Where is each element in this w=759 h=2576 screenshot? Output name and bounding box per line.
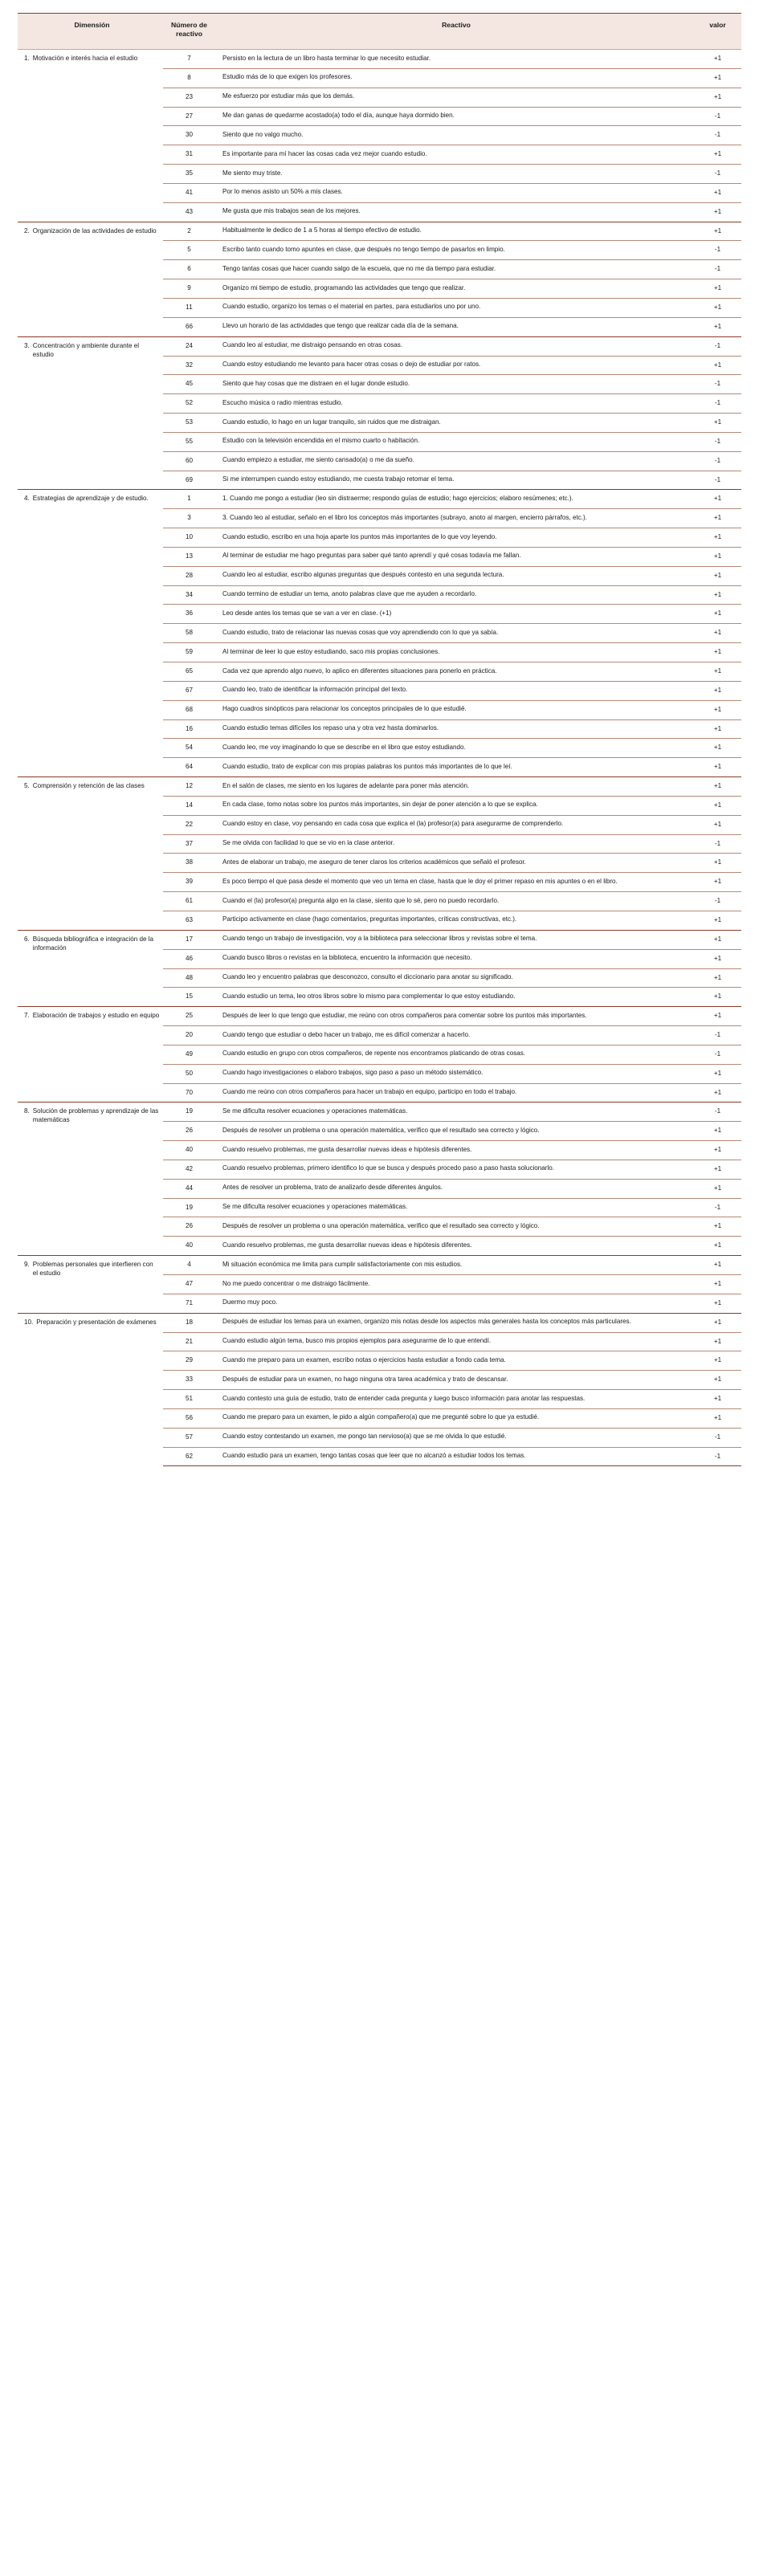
reactivo-number-cell: 38 xyxy=(163,854,215,873)
table-row xyxy=(18,50,741,69)
reactivos-table xyxy=(18,13,741,1466)
dimension-number: 6. xyxy=(24,935,30,943)
dimension-label: Motivación e interés hacia el estudio xyxy=(32,55,138,62)
valor-cell: +1 xyxy=(697,739,741,758)
reactivo-text-cell: 1. Cuando me pongo a estudiar (leo sin distraerme; respondo guías de estudio; hago ejercicios; elaboro resúmenes; etc.). xyxy=(215,490,697,509)
column-header-numero-line1: Número de xyxy=(171,21,207,29)
reactivo-text-cell: Después de resolver un problema o una operación matemática, verifico que el resultado sea correcto y lógico. xyxy=(215,1122,697,1141)
valor-cell: -1 xyxy=(697,1447,741,1466)
reactivo-text-cell: Cuando estoy estudiando me levanto para hacer otras cosas o dejo de estudiar por ratos. xyxy=(215,356,697,375)
dimension-number: 7. xyxy=(24,1012,30,1020)
reactivo-number-cell: 4 xyxy=(163,1256,215,1275)
dimension-cell xyxy=(18,1007,163,1103)
reactivo-text-cell: Cuando leo al estudiar, escribo algunas preguntas que después contesto en una segunda lectura. xyxy=(215,566,697,585)
valor-cell: +1 xyxy=(697,681,741,700)
reactivo-number-cell: 69 xyxy=(163,471,215,490)
reactivo-text-cell: Cuando resuelvo problemas, me gusta desarrollar nuevas ideas e hipótesis diferentes. xyxy=(215,1141,697,1160)
reactivo-text-cell: Cuando estudio en grupo con otros compañeros, de repente nos encontramos platicando de otras cosas. xyxy=(215,1045,697,1064)
valor-cell: -1 xyxy=(697,107,741,126)
valor-cell: +1 xyxy=(697,815,741,834)
table-row xyxy=(18,490,741,509)
reactivo-text-cell: Cuando tengo un trabajo de investigación, voy a la biblioteca para seleccionar libros y revistas sobre el tema. xyxy=(215,930,697,949)
valor-cell: +1 xyxy=(713,55,722,62)
dimension-cell xyxy=(18,777,163,931)
valor-cell: +1 xyxy=(697,758,741,777)
dimension-label: Organización de las actividades de estudio xyxy=(32,226,157,234)
valor-cell: +1 xyxy=(697,662,741,682)
reactivo-number-cell: 56 xyxy=(163,1408,215,1428)
reactivo-text-cell: Llevo un horario de las actividades que tengo que realizar cada día de la semana. xyxy=(215,317,697,336)
reactivo-text-cell: Después de leer lo que tengo que estudiar, me reúno con otros compañeros para comentar sobre los puntos más importantes. xyxy=(215,1007,697,1026)
valor-cell: -1 xyxy=(697,432,741,451)
valor-cell: +1 xyxy=(697,1371,741,1390)
reactivo-text-cell: Me esfuerzo por estudiar más que los demás. xyxy=(215,88,697,107)
reactivo-text-cell: Cuando resuelvo problemas, me gusta desarrollar nuevas ideas e hipótesis diferentes. xyxy=(215,1237,697,1256)
reactivo-number-cell: 1 xyxy=(163,490,215,509)
dimension-number: 8. xyxy=(24,1107,30,1115)
reactivo-number-cell: 34 xyxy=(163,585,215,605)
reactivo-number-cell: 15 xyxy=(163,988,215,1007)
dimension-number: 1. xyxy=(24,55,30,62)
valor-cell: +1 xyxy=(697,911,741,930)
reactivo-text-cell: Antes de elaborar un trabajo, me aseguro de tener claros los criterios académicos que señaló el profesor. xyxy=(215,854,697,873)
reactivo-number-cell: 42 xyxy=(163,1160,215,1179)
reactivo-text-cell: Me dan ganas de quedarme acostado(a) todo el día, aunque haya dormido bien. xyxy=(215,107,697,126)
reactivo-number-cell: 57 xyxy=(163,1428,215,1447)
column-header-numero-reactivo xyxy=(163,14,215,50)
reactivo-number-cell: 30 xyxy=(163,126,215,145)
valor-cell: +1 xyxy=(697,605,741,624)
dimension-cell xyxy=(18,490,163,777)
reactivo-number-cell: 24 xyxy=(163,336,215,356)
reactivo-text-cell: Si me interrumpen cuando estoy estudiando, me cuesta trabajo retomar el tema. xyxy=(215,471,697,490)
dimension-number: 5. xyxy=(24,782,30,790)
valor-cell: +1 xyxy=(697,1179,741,1198)
valor-cell: +1 xyxy=(697,1313,741,1332)
dimension-number: 9. xyxy=(24,1261,30,1269)
valor-cell: +1 xyxy=(697,490,741,509)
dimension-cell xyxy=(18,1256,163,1314)
reactivo-number-cell: 32 xyxy=(163,356,215,375)
reactivo-number-cell: 14 xyxy=(163,796,215,815)
reactivo-text-cell: Cuando estudio, lo hago en un lugar tranquilo, sin ruidos que me distraigan. xyxy=(215,414,697,433)
reactivo-number-cell: 29 xyxy=(163,1351,215,1371)
reactivo-number-cell: 51 xyxy=(163,1390,215,1409)
reactivo-number-cell: 19 xyxy=(163,1103,215,1122)
reactivo-text-cell: Leo desde antes los temas que se van a ver en clase. (+1) xyxy=(215,605,697,624)
reactivo-text-cell: Cuando empiezo a estudiar, me siento cansado(a) o me da sueño. xyxy=(215,451,697,471)
reactivo-text-cell: Estudio con la televisión encendida en el mismo cuarto o habitación. xyxy=(215,432,697,451)
valor-cell: +1 xyxy=(697,88,741,107)
valor-cell: -1 xyxy=(697,375,741,394)
valor-cell: -1 xyxy=(697,336,741,356)
table-header xyxy=(18,14,741,50)
table-row xyxy=(18,777,741,797)
valor-cell: -1 xyxy=(697,1026,741,1045)
table-row xyxy=(18,930,741,949)
valor-cell: +1 xyxy=(697,317,741,336)
reactivo-text-cell: Se me olvida con facilidad lo que se vio en la clase anterior. xyxy=(215,834,697,854)
reactivo-text-cell: Cada vez que aprendo algo nuevo, lo aplico en diferentes situaciones para ponerlo en práctica. xyxy=(215,662,697,682)
valor-cell: -1 xyxy=(697,241,741,260)
valor-cell: +1 xyxy=(697,854,741,873)
valor-cell: -1 xyxy=(697,260,741,279)
valor-cell: +1 xyxy=(697,1083,741,1103)
dimension-cell xyxy=(18,336,163,490)
reactivo-text-cell: Cuando leo, me voy imaginando lo que se describe en el libro que estoy estudiando. xyxy=(215,739,697,758)
reactivo-text-cell: Cuando estudio, trato de relacionar las nuevas cosas que voy aprendiendo con lo que ya sabía. xyxy=(215,624,697,643)
reactivo-text-cell: Cuando el (la) profesor(a) pregunta algo en la clase, siento que lo sé, pero no puedo recordarlo. xyxy=(215,892,697,911)
reactivo-number-cell: 54 xyxy=(163,739,215,758)
reactivo-number-cell: 19 xyxy=(163,1198,215,1217)
reactivo-text-cell: Cuando estoy contestando un examen, me pongo tan nervioso(a) que se me olvida lo que estudié. xyxy=(215,1428,697,1447)
valor-cell: +1 xyxy=(697,414,741,433)
reactivo-text-cell: Después de estudiar los temas para un examen, organizo mis notas desde los aspectos más generales hasta los conceptos más particulares. xyxy=(215,1313,697,1332)
reactivo-number-cell: 43 xyxy=(163,202,215,222)
reactivo-text-cell: Cuando resuelvo problemas, primero identifico lo que se busca y después procedo paso a paso hasta solucionarlo. xyxy=(215,1160,697,1179)
reactivo-text-cell: Es poco tiempo el que pasa desde el momento que veo un tema en clase, hasta que le doy el primer repaso en mis apuntes o en el libro. xyxy=(215,873,697,892)
reactivo-text-cell: Tengo tantas cosas que hacer cuando salgo de la escuela, que no me da tiempo para estudiar. xyxy=(215,260,697,279)
valor-cell: +1 xyxy=(697,202,741,222)
reactivo-number-cell: 44 xyxy=(163,1179,215,1198)
reactivo-number-cell: 33 xyxy=(163,1371,215,1390)
valor-cell: +1 xyxy=(697,1064,741,1083)
reactivo-text-cell: Cuando tengo que estudiar o debo hacer un trabajo, me es difícil comenzar a hacerlo. xyxy=(215,1026,697,1045)
reactivo-text-cell: Cuando estudio temas difíciles los repaso una y otra vez hasta dominarlos. xyxy=(215,719,697,739)
reactivo-text-cell: Escucho música o radio mientras estudio. xyxy=(215,394,697,414)
valor-cell: +1 xyxy=(697,68,741,88)
reactivo-text-cell: Hago cuadros sinópticos para relacionar los conceptos principales de lo que estudié. xyxy=(215,700,697,719)
dimension-label: Concentración y ambiente durante el estudio xyxy=(32,341,140,358)
reactivo-number-cell: 66 xyxy=(163,317,215,336)
reactivo-text-cell: Estudio más de lo que exigen los profesores. xyxy=(215,68,697,88)
valor-cell: +1 xyxy=(697,1160,741,1179)
valor-cell: +1 xyxy=(697,1122,741,1141)
reactivo-number-cell: 28 xyxy=(163,566,215,585)
valor-cell: +1 xyxy=(697,528,741,548)
reactivo-number-cell: 41 xyxy=(163,183,215,202)
valor-cell: +1 xyxy=(697,643,741,662)
valor-cell: +1 xyxy=(697,356,741,375)
dimension-label: Estrategias de aprendizaje y de estudio. xyxy=(32,495,149,503)
reactivo-number-cell: 20 xyxy=(163,1026,215,1045)
reactivo-number-cell: 18 xyxy=(163,1313,215,1332)
valor-cell: -1 xyxy=(697,892,741,911)
reactivo-text-cell: Me gusta que mis trabajos sean de los mejores. xyxy=(215,202,697,222)
reactivo-text-cell: No me puedo concentrar o me distraigo fácilmente. xyxy=(215,1275,697,1294)
reactivo-text-cell: Habitualmente le dedico de 1 a 5 horas al tiempo efectivo de estudio. xyxy=(215,222,697,241)
reactivo-number-cell: 62 xyxy=(163,1447,215,1466)
reactivo-number-cell: 10 xyxy=(163,528,215,548)
valor-cell: -1 xyxy=(697,1428,741,1447)
reactivo-text-cell: Mi situación económica me limita para cumplir satisfactoriamente con mis estudios. xyxy=(215,1256,697,1275)
dimension-label: Solución de problemas y aprendizaje de las matemáticas xyxy=(32,1107,159,1124)
reactivo-text-cell: Organizo mi tiempo de estudio, programando las actividades que tengo que realizar. xyxy=(215,279,697,299)
valor-cell: +1 xyxy=(697,1294,741,1313)
valor-cell: +1 xyxy=(697,509,741,528)
reactivo-number-cell: 7 xyxy=(187,55,191,62)
valor-cell: +1 xyxy=(697,1275,741,1294)
valor-cell: -1 xyxy=(697,1103,741,1122)
reactivo-text-cell: Al terminar de estudiar me hago preguntas para saber qué tanto aprendí y qué cosas todavía me fallan. xyxy=(215,547,697,566)
reactivo-text-cell: Cuando termino de estudiar un tema, anoto palabras clave que me ayuden a recordarlo. xyxy=(215,585,697,605)
reactivo-text-cell: Escribo tanto cuando tomo apuntes en clase, que después no tengo tiempo de pasarlos en limpio. xyxy=(215,241,697,260)
reactivo-number-cell: 64 xyxy=(163,758,215,777)
reactivo-text-cell: Después de resolver un problema o una operación matemática, verifico que el resultado sea correcto y lógico. xyxy=(215,1217,697,1237)
reactivo-text-cell: Cuando estudio para un examen, tengo tantas cosas que leer que no alcanzó a estudiar todos los temas. xyxy=(215,1447,697,1466)
reactivo-text-cell: Cuando busco libros o revistas en la biblioteca, encuentro la información que necesito. xyxy=(215,949,697,968)
reactivo-number-cell: 21 xyxy=(163,1332,215,1351)
reactivo-number-cell: 27 xyxy=(163,107,215,126)
valor-cell: -1 xyxy=(697,1045,741,1064)
reactivo-number-cell: 11 xyxy=(163,298,215,317)
valor-cell: +1 xyxy=(697,777,741,797)
valor-cell: -1 xyxy=(697,451,741,471)
valor-cell: +1 xyxy=(697,968,741,988)
reactivo-number-cell: 60 xyxy=(163,451,215,471)
reactivo-text-cell: En el salón de clases, me siento en los lugares de adelante para poner más atención. xyxy=(215,777,697,797)
valor-cell: +1 xyxy=(697,1007,741,1026)
reactivo-text-cell: Cuando leo, trato de identificar la información principal del texto. xyxy=(215,681,697,700)
valor-cell: +1 xyxy=(697,873,741,892)
reactivo-number-cell: 26 xyxy=(163,1217,215,1237)
reactivo-number-cell: 6 xyxy=(163,260,215,279)
reactivo-text-cell: Cuando estudio, escribo en una hoja aparte los puntos más importantes de lo que voy leyendo. xyxy=(215,528,697,548)
reactivo-text-cell: Antes de resolver un problema, trato de analizarlo desde diferentes ángulos. xyxy=(215,1179,697,1198)
reactivo-text-cell: Cuando estudio algún tema, busco mis propios ejemplos para asegurarme de lo que entendí. xyxy=(215,1332,697,1351)
reactivo-text-cell: Cuando me preparo para un examen, le pido a algún compañero(a) que me pregunté sobre lo que ya estudié. xyxy=(215,1408,697,1428)
dimension-cell xyxy=(18,1313,163,1466)
reactivo-text-cell: Cuando contesto una guía de estudio, trato de entender cada pregunta y luego busco información para anotar las respuestas. xyxy=(215,1390,697,1409)
valor-cell: +1 xyxy=(697,279,741,299)
reactivo-number-cell: 49 xyxy=(163,1045,215,1064)
reactivo-text-cell: Es importante para mí hacer las cosas cada vez mejor cuando estudio. xyxy=(215,145,697,165)
reactivo-number-cell: 37 xyxy=(163,834,215,854)
reactivo-number-cell: 68 xyxy=(163,700,215,719)
valor-cell: +1 xyxy=(697,719,741,739)
valor-cell: +1 xyxy=(697,1408,741,1428)
reactivo-number-cell: 65 xyxy=(163,662,215,682)
reactivo-number-cell: 55 xyxy=(163,432,215,451)
valor-cell: -1 xyxy=(697,834,741,854)
table-row xyxy=(18,1313,741,1332)
valor-cell: +1 xyxy=(697,222,741,241)
valor-cell: +1 xyxy=(697,700,741,719)
valor-cell: +1 xyxy=(697,585,741,605)
reactivo-text-cell: Cuando estudio, organizo los temas o el material en partes, para estudiarlos uno por uno. xyxy=(215,298,697,317)
reactivo-text-cell: Cuando leo y encuentro palabras que desconozco, consulto el diccionario para anotar su significado. xyxy=(215,968,697,988)
reactivo-text-cell: Después de estudiar para un examen, no hago ninguna otra tarea académica y trato de descansar. xyxy=(215,1371,697,1390)
reactivo-text-cell: Cuando estoy en clase, voy pensando en cada cosa que explica el (la) profesor(a) para asegurarme de comprenderlo. xyxy=(215,815,697,834)
valor-cell: +1 xyxy=(697,566,741,585)
dimension-label: Comprensión y retención de las clases xyxy=(32,782,145,790)
table-row xyxy=(18,1103,741,1122)
header-row xyxy=(18,14,741,50)
reactivo-number-cell: 71 xyxy=(163,1294,215,1313)
valor-cell: +1 xyxy=(697,1237,741,1256)
reactivo-number-cell: 9 xyxy=(163,279,215,299)
valor-cell: +1 xyxy=(697,949,741,968)
dimension-cell xyxy=(18,930,163,1006)
reactivo-text-cell: Cuando estudio, trato de explicar con mis propias palabras los puntos más importantes de lo que leí. xyxy=(215,758,697,777)
valor-cell: +1 xyxy=(697,145,741,165)
reactivo-text-cell: Me siento muy triste. xyxy=(215,165,697,184)
valor-cell: +1 xyxy=(697,183,741,202)
reactivo-number-cell: 16 xyxy=(163,719,215,739)
reactivo-number-cell: 2 xyxy=(163,222,215,241)
column-header-reactivo: Reactivo xyxy=(215,14,697,50)
dimension-number: 4. xyxy=(24,495,30,503)
valor-cell: -1 xyxy=(697,471,741,490)
table-row xyxy=(18,336,741,356)
reactivo-text-cell: Se me dificulta resolver ecuaciones y operaciones matemáticas. xyxy=(215,1103,697,1122)
valor-cell: +1 xyxy=(697,1390,741,1409)
dimension-cell xyxy=(18,1103,163,1256)
reactivo-number-cell: 23 xyxy=(163,88,215,107)
table-row xyxy=(18,222,741,241)
valor-cell: +1 xyxy=(697,547,741,566)
reactivo-number-cell: 40 xyxy=(163,1141,215,1160)
dimension-label: Preparación y presentación de exámenes xyxy=(36,1318,157,1326)
reactivo-number-cell: 48 xyxy=(163,968,215,988)
reactivo-text-cell: Cuando me reúno con otros compañeros para hacer un trabajo en equipo, participo en todo el trabajo. xyxy=(215,1083,697,1103)
reactivo-number-cell: 36 xyxy=(163,605,215,624)
reactivo-number-cell: 35 xyxy=(163,165,215,184)
valor-cell: +1 xyxy=(697,1351,741,1371)
reactivo-number-cell: 70 xyxy=(163,1083,215,1103)
reactivo-number-cell: 13 xyxy=(163,547,215,566)
reactivo-number-cell: 67 xyxy=(163,681,215,700)
reactivo-number-cell: 31 xyxy=(163,145,215,165)
valor-cell: +1 xyxy=(697,988,741,1007)
reactivo-number-cell: 46 xyxy=(163,949,215,968)
dimension-cell xyxy=(18,50,163,222)
reactivo-text-cell: En cada clase, tomo notas sobre los puntos más importantes, sin dejar de poner atención a lo que se explica. xyxy=(215,796,697,815)
reactivo-number-cell: 26 xyxy=(163,1122,215,1141)
valor-cell: -1 xyxy=(697,165,741,184)
reactivo-text-cell: Duermo muy poco. xyxy=(215,1294,697,1313)
table-body xyxy=(18,50,741,1466)
valor-cell: +1 xyxy=(697,930,741,949)
reactivo-number-cell: 61 xyxy=(163,892,215,911)
dimension-label: Problemas personales que interfieren con el estudio xyxy=(32,1261,153,1277)
reactivo-number-cell: 45 xyxy=(163,375,215,394)
reactivo-text-cell: Se me dificulta resolver ecuaciones y operaciones matemáticas. xyxy=(215,1198,697,1217)
reactivo-number-cell: 40 xyxy=(163,1237,215,1256)
column-header-dimension: Dimensión xyxy=(18,14,163,50)
reactivo-text-cell: Al terminar de leer lo que estoy estudiando, saco mis propias conclusiones. xyxy=(215,643,697,662)
reactivo-number-cell: 22 xyxy=(163,815,215,834)
reactivo-number-cell: 39 xyxy=(163,873,215,892)
reactivo-text-cell: Siento que hay cosas que me distraen en el lugar donde estudio. xyxy=(215,375,697,394)
table-row xyxy=(18,1007,741,1026)
reactivo-text-cell: 3. Cuando leo al estudiar, señalo en el libro los conceptos más importantes (subrayo, anoto al margen, encierro párrafos, etc.). xyxy=(215,509,697,528)
dimension-number: 3. xyxy=(24,341,30,349)
reactivo-number-cell: 3 xyxy=(163,509,215,528)
valor-cell: -1 xyxy=(697,394,741,414)
valor-cell: +1 xyxy=(697,1141,741,1160)
reactivo-text-cell: Persisto en la lectura de un libro hasta terminar lo que necesito estudiar. xyxy=(222,54,431,62)
dimension-number: 2. xyxy=(24,226,30,234)
valor-cell: +1 xyxy=(697,1332,741,1351)
valor-cell: -1 xyxy=(697,126,741,145)
reactivo-number-cell: 58 xyxy=(163,624,215,643)
reactivo-number-cell: 47 xyxy=(163,1275,215,1294)
dimension-number: 10. xyxy=(24,1318,34,1326)
reactivo-number-cell: 59 xyxy=(163,643,215,662)
valor-cell: +1 xyxy=(697,1217,741,1237)
valor-cell: -1 xyxy=(697,1198,741,1217)
reactivo-number-cell: 53 xyxy=(163,414,215,433)
dimension-cell xyxy=(18,222,163,336)
reactivo-number-cell: 52 xyxy=(163,394,215,414)
reactivo-number-cell: 25 xyxy=(163,1007,215,1026)
reactivo-text-cell: Cuando me preparo para un examen, escribo notas o ejercicios hasta estudiar a fondo cada tema. xyxy=(215,1351,697,1371)
reactivo-number-cell: 63 xyxy=(163,911,215,930)
column-header-numero-line2: reactivo xyxy=(176,30,202,38)
reactivo-number-cell: 17 xyxy=(163,930,215,949)
table-row xyxy=(18,1256,741,1275)
reactivo-number-cell: 12 xyxy=(163,777,215,797)
reactivo-number-cell: 8 xyxy=(163,68,215,88)
reactivo-text-cell: Siento que no valgo mucho. xyxy=(215,126,697,145)
reactivo-text-cell: Cuando hago investigaciones o elaboro trabajos, sigo paso a paso un método sistemático. xyxy=(215,1064,697,1083)
reactivo-text-cell: Cuando leo al estudiar, me distraigo pensando en otras cosas. xyxy=(215,336,697,356)
reactivo-number-cell: 5 xyxy=(163,241,215,260)
column-header-valor: valor xyxy=(697,14,741,50)
dimension-label: Elaboración de trabajos y estudio en equipo xyxy=(32,1012,160,1020)
reactivo-text-cell: Participo activamente en clase (hago comentarios, preguntas importantes, críticas constructivas, etc.). xyxy=(215,911,697,930)
valor-cell: +1 xyxy=(697,1256,741,1275)
valor-cell: +1 xyxy=(697,796,741,815)
dimension-label: Búsqueda bibliográfica e integración de la información xyxy=(32,935,154,952)
valor-cell: +1 xyxy=(697,298,741,317)
reactivo-text-cell: Cuando estudio un tema, leo otros libros sobre lo mismo para complementar lo que estoy estudiando. xyxy=(215,988,697,1007)
valor-cell: +1 xyxy=(697,624,741,643)
reactivo-number-cell: 50 xyxy=(163,1064,215,1083)
reactivo-text-cell: Por lo menos asisto un 50% a mis clases. xyxy=(215,183,697,202)
